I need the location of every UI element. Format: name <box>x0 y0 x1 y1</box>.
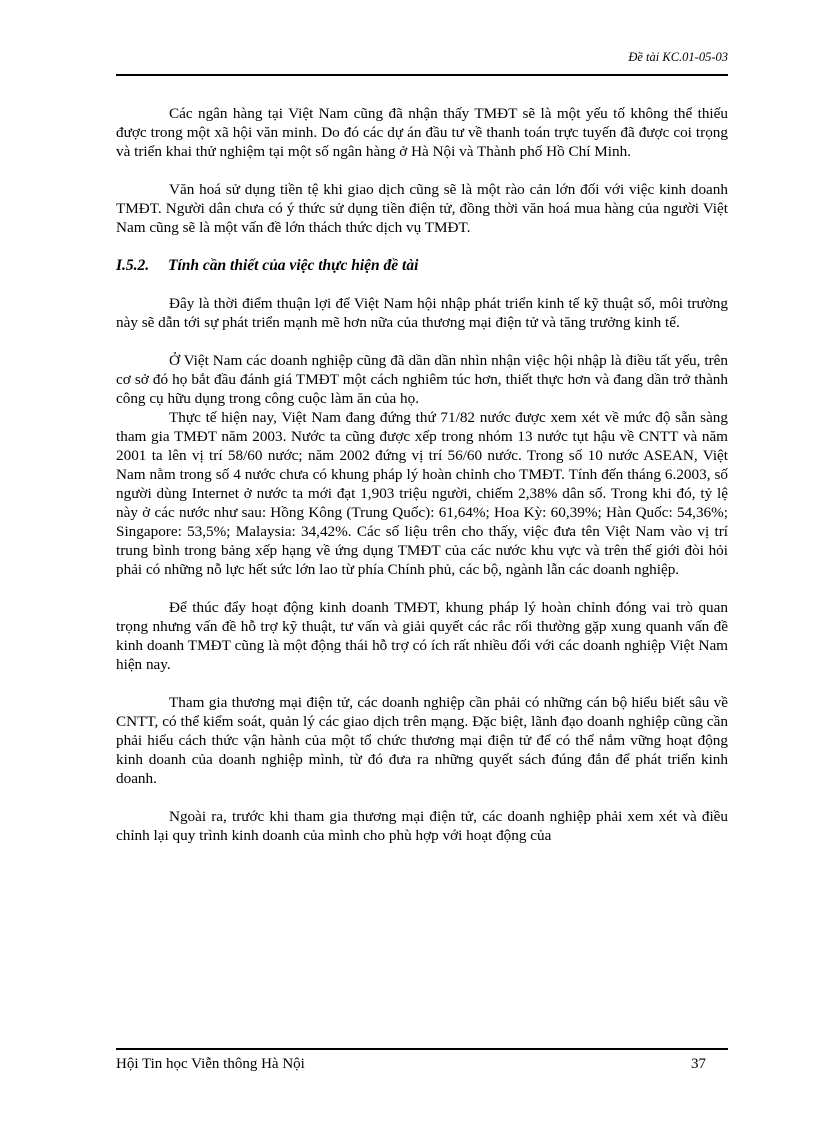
section-heading <box>116 256 728 275</box>
paragraph-enterprises: Ở Việt Nam các doanh nghiệp cũng đã dần dần nhìn nhận việc hội nhập là điều tất yếu, trên cơ sở đó họ bắt đầu đánh giá TMĐT một cách nghiêm túc hơn, thiết thực hơn và đang dần trở thành công cụ hữu dụng trong công cuộc làm ăn của họ. <box>116 352 728 407</box>
paragraph-banks: Các ngân hàng tại Việt Nam cũng đã nhận thấy TMĐT sẽ là một yếu tố không thể thiếu được trong một xã hội văn minh. Do đó các dự án đầu tư về thanh toán trực tuyến đã được coi trọng và triển khai thử nghiệm tại một số ngân hàng ở Hà Nội và Thành phố Hồ Chí Minh. <box>116 105 728 160</box>
paragraph-opportunity: Đây là thời điểm thuận lợi để Việt Nam hội nhập phát triển kinh tế kỹ thuật số, môi trường này sẽ dẫn tới sự phát triển mạnh mẽ hơn nữa của thương mại điện tử và tăng trưởng kinh tế. <box>116 295 728 331</box>
header-divider <box>116 74 728 76</box>
paragraph-process: Ngoài ra, trước khi tham gia thương mại điện tử, các doanh nghiệp phải xem xét và điều chỉnh lại quy trình kinh doanh của mình cho phù hợp với hoạt động của <box>116 808 728 844</box>
paragraph-statistics: Thực tế hiện nay, Việt Nam đang đứng thứ 71/82 nước được xem xét về mức độ sẵn sàng tham gia TMĐT năm 2003. Nước ta cũng được xếp trong nhóm 13 nước tụt hậu về CNTT và năm 2001 ta lên vị trí 58/60 nước; năm 2002 đứng vị trí 56/60 nước. Trong số 10 nước ASEAN, Việt Nam nằm trong số 4 nước chưa có khung pháp lý hoàn chỉnh cho TMĐT. Tính đến tháng 6.2003, số người dùng Internet ở nước ta mới đạt 1,903 triệu người, chiếm 2,38% dân số. Trong khi đó, tỷ lệ này ở các nước như sau: Hồng Kông (Trung Quốc): 61,64%; Hoa Kỳ: 60,39%; Hàn Quốc: 54,36%; Singapore: 53,5%; Malaysia: 34,42%. Các số liệu trên cho thấy, việc đưa tên Việt Nam vào vị trí trung bình trong bảng xếp hạng về ứng dụng TMĐT của các nước khu vực và trên thế giới đòi hỏi phải có những nỗ lực hết sức lớn lao từ phía Chính phủ, các bộ, ngành lẫn các doanh nghiệp. <box>116 409 728 578</box>
section-title: Tính cần thiết của việc thực hiện đề tài <box>168 257 419 274</box>
page-body <box>116 104 728 845</box>
paragraph-currency-culture: Văn hoá sử dụng tiền tệ khi giao dịch cũng sẽ là một rào cản lớn đối với việc kinh doanh TMĐT. Người dân chưa có ý thức sử dụng tiền điện tử, đồng thời văn hoá mua hàng của người Việt Nam cũng sẽ là một vấn đề lớn thách thức dịch vụ TMĐT. <box>116 181 728 236</box>
paragraph-legal-framework: Để thúc đẩy hoạt động kinh doanh TMĐT, khung pháp lý hoàn chỉnh đóng vai trò quan trọng nhưng vấn đề hỗ trợ kỹ thuật, tư vấn và giải quyết các rắc rối thường gặp xung quanh vấn đề kinh doanh TMĐT cũng là một động thái hỗ trợ có ích rất nhiều đối với các doanh nghiệp Việt Nam hiện nay. <box>116 599 728 673</box>
page-number: 37 <box>691 1056 706 1072</box>
section-number: I.5.2. <box>116 257 150 274</box>
paragraph-staff: Tham gia thương mại điện tử, các doanh nghiệp cần phải có những cán bộ hiểu biết sâu về CNTT, có thể kiểm soát, quản lý các giao dịch trên mạng. Đặc biệt, lãnh đạo doanh nghiệp cũng cần phải hiểu cách thức vận hành của một tổ chức thương mại điện tử để có thể nắm vững hoạt động kinh doanh của doanh nghiệp mình, từ đó đưa ra những quyết sách đúng đắn để phát triển kinh doanh. <box>116 694 728 787</box>
footer-organization: Hội Tin học Viễn thông Hà Nội <box>116 1056 305 1072</box>
header-document-reference: Đề tài KC.01-05-03 <box>628 50 728 64</box>
footer-divider <box>116 1048 728 1050</box>
